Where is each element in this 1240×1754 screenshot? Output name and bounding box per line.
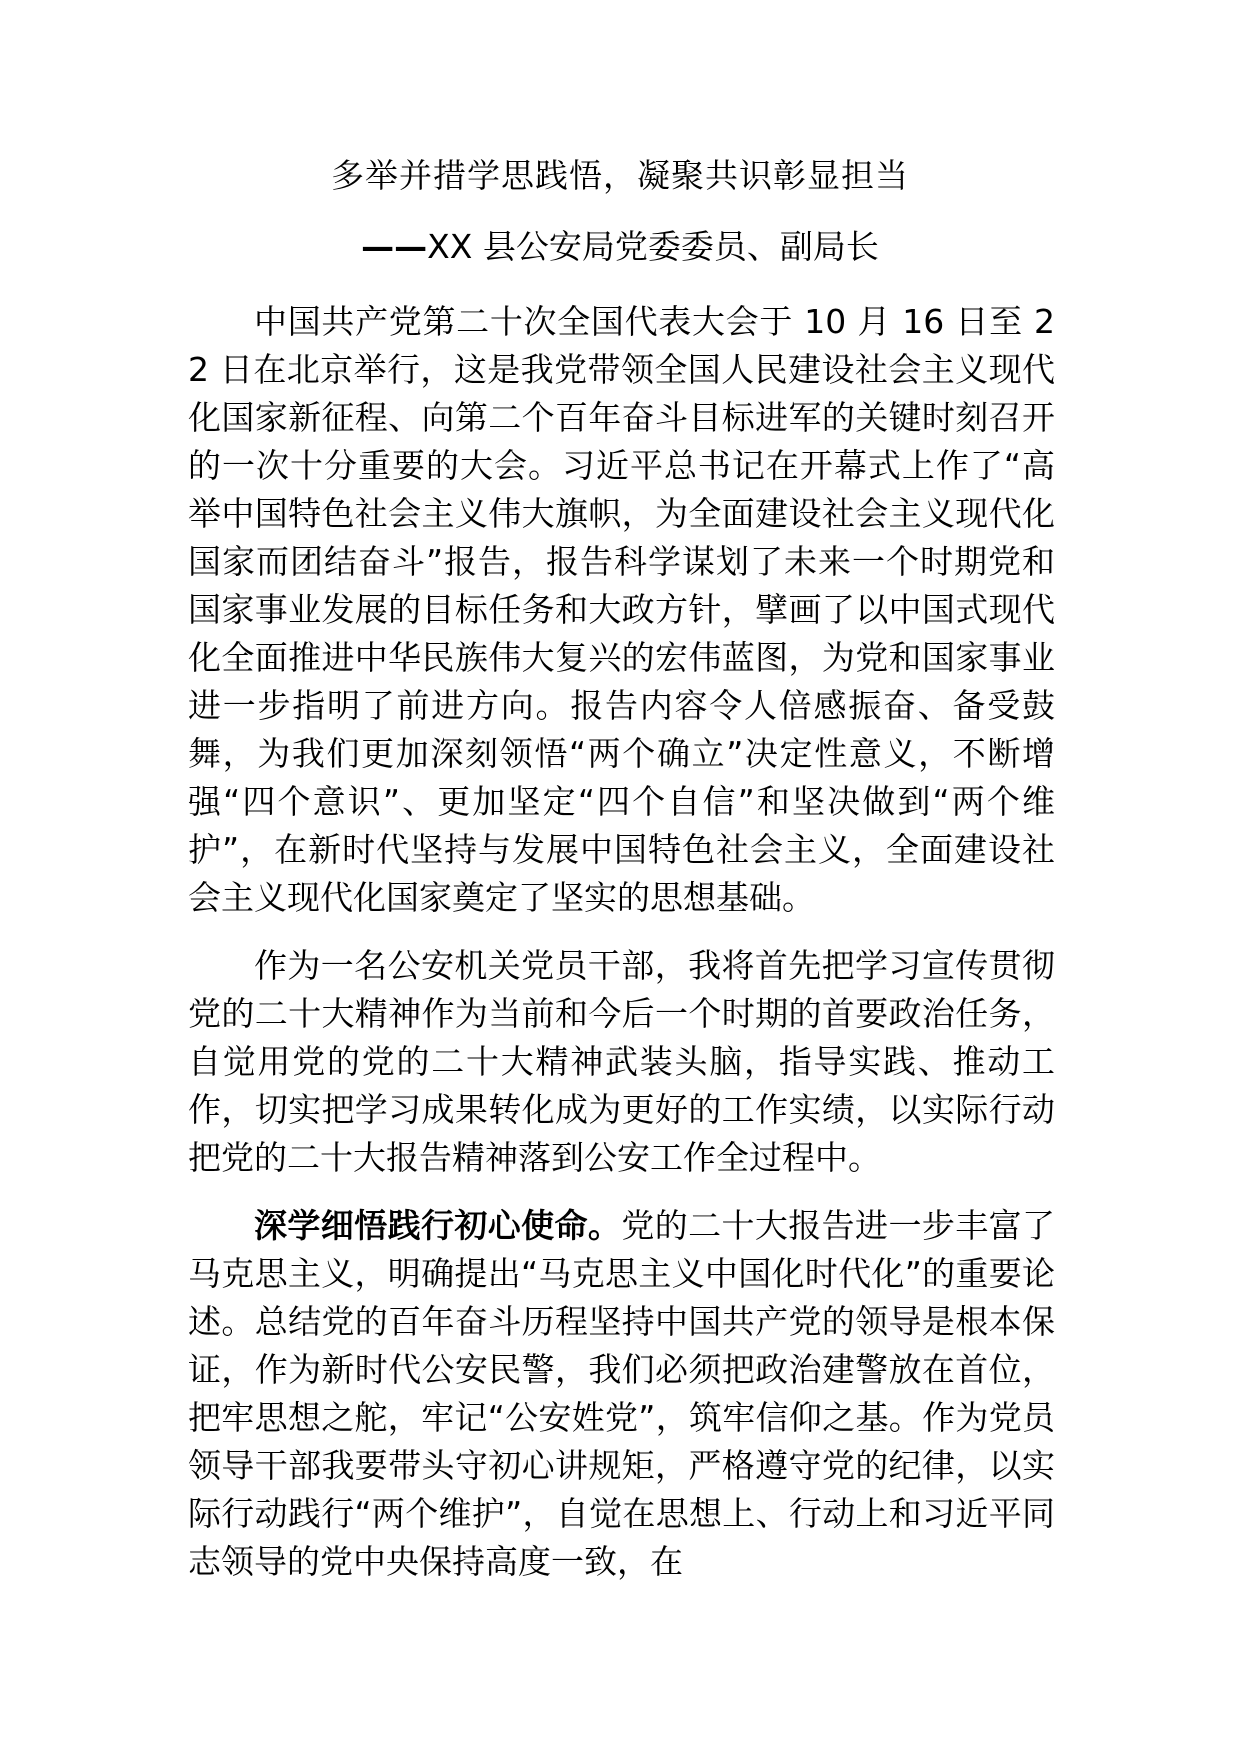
- document-subtitle: [0, 225, 1240, 269]
- subtitle-dash: ——: [361, 227, 428, 266]
- paragraph-2: [188, 942, 1055, 1182]
- paragraph-3: [188, 1202, 1055, 1586]
- paragraph-1: [188, 298, 1055, 922]
- paragraph-text: 作为一名公安机关党员干部，我将首先把学习宣传贯彻党的二十大精神作为当前和今后一个时期的首要政治任务，自觉用党的党的二十大精神武装头脑，指导实践、推动工作，切实把学习成果转化成为更好的工作实绩，以实际行动把党的二十大报告精神落到公安工作全过程中。: [188, 946, 1055, 1177]
- document-title: 多举并措学思践悟，凝聚共识彰显担当: [331, 156, 909, 195]
- document-body: [188, 298, 1055, 1606]
- paragraph-text: 党的二十大报告进一步丰富了马克思主义，明确提出“马克思主义中国化时代化”的重要论述。总结党的百年奋斗历程坚持中国共产党的领导是根本保证，作为新时代公安民警，我们必须把政治建警放在首位，把牢思想之舵，牢记“公安姓党”，筑牢信仰之基。作为党员领导干部我要带头守初心讲规矩，严格遵守党的纪律，以实际行动践行“两个维护”，自觉在思想上、行动上和习近平同志领导的党中央保持高度一致，在: [188, 1206, 1056, 1581]
- paragraph-text: 中国共产党第二十次全国代表大会于 10 月 16 日至 22 日在北京举行，这是我党带领全国人民建设社会主义现代化国家新征程、向第二个百年奋斗目标进军的关键时刻召开的一次十分重要的大会。习近平总书记在开幕式上作了“高举中国特色社会主义伟大旗帜，为全面建设社会主义现代化国家而团结奋斗”报告，报告科学谋划了未来一个时期党和国家事业发展的目标任务和大政方针，擘画了以中国式现代化全面推进中华民族伟大复兴的宏伟蓝图，为党和国家事业进一步指明了前进方向。报告内容令人倍感振奋、备受鼓舞，为我们更加深刻领悟“两个确立”决定性意义，不断增强“四个意识”、更加坚定“四个自信”和坚决做到“两个维护”，在新时代坚持与发展中国特色社会主义，全面建设社会主义现代化国家奠定了坚实的思想基础。: [188, 302, 1055, 917]
- subtitle-text: XX 县公安局党委委员、副局长: [427, 227, 879, 266]
- paragraph-lead-heading: 深学细悟践行初心使命。: [254, 1206, 622, 1245]
